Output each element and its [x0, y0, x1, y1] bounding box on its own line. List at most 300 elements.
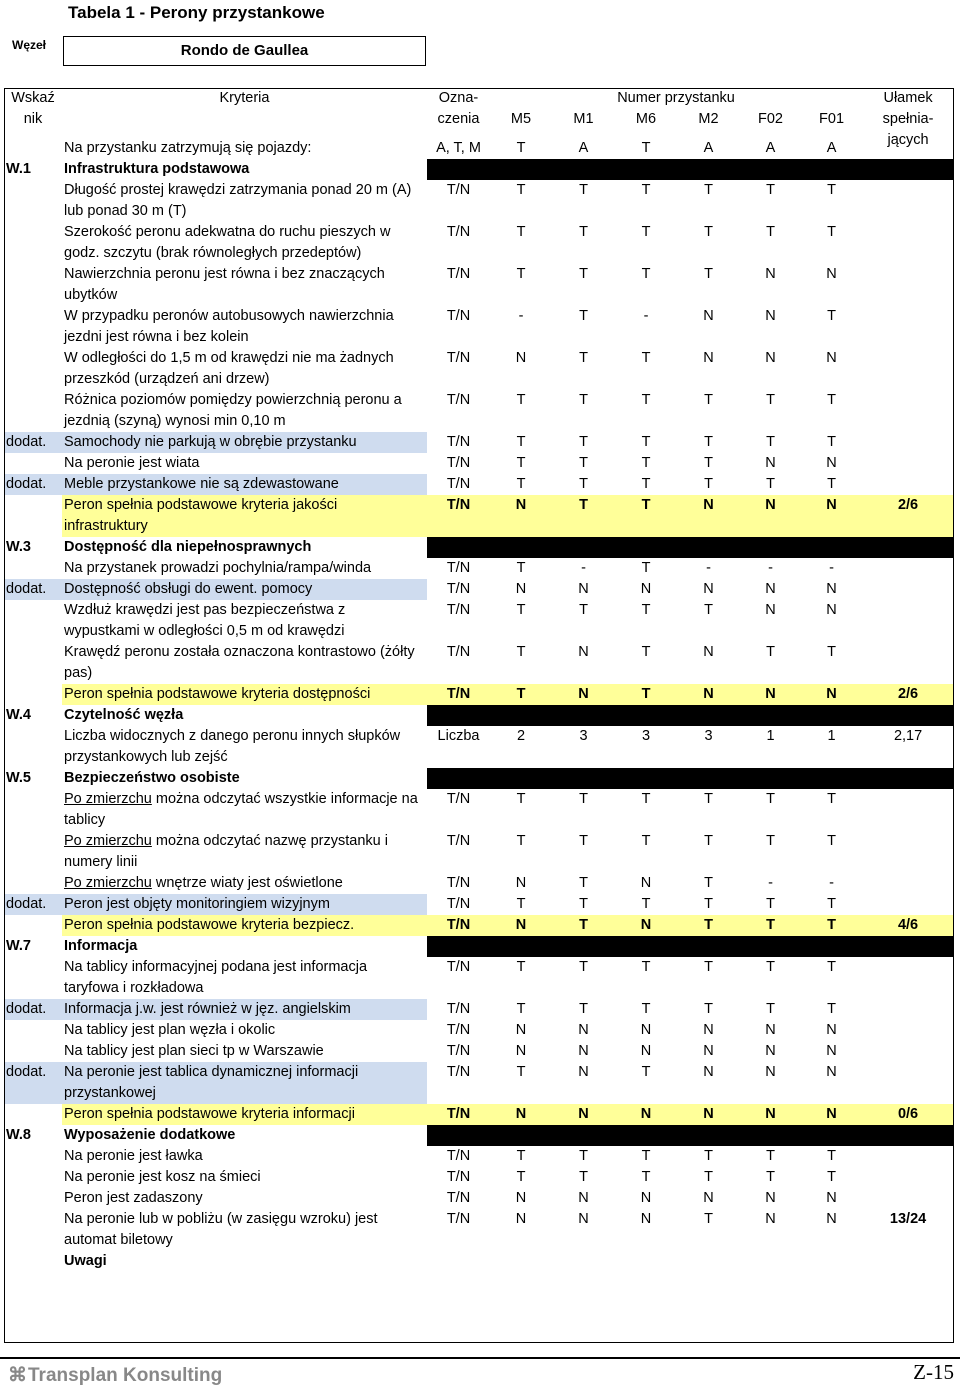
table-row: [4, 642, 954, 684]
fraction-value: [862, 306, 954, 348]
stop-value: T: [766, 476, 775, 492]
stop-value: N: [677, 495, 740, 537]
stop-value: T: [827, 476, 836, 492]
stop-value: -: [518, 308, 524, 324]
stop-value: T: [641, 182, 651, 198]
footer-brand-text: Transplan Konsulting: [28, 1365, 223, 1386]
row-indicator: dodat.: [4, 999, 62, 1020]
summary-criterion: Peron spełnia podstawowe kryteria informacji: [62, 1104, 427, 1125]
stop-value: -: [706, 560, 711, 576]
stop-value: N: [826, 602, 837, 618]
stop-value: T: [579, 875, 588, 891]
stop-value: N: [703, 1043, 714, 1059]
stop-value: T: [641, 266, 651, 282]
stop-value: N: [826, 1064, 837, 1080]
stop-value: T: [490, 684, 552, 705]
table-row: [4, 726, 954, 768]
row-indicator: [4, 222, 62, 264]
summary-row: [4, 495, 954, 537]
table-row: [4, 348, 954, 390]
summary-row: [4, 684, 954, 705]
stop-value: T: [766, 1148, 775, 1164]
table-row: [4, 264, 954, 306]
fraction-value: [862, 894, 954, 915]
fraction-value: [862, 957, 954, 999]
stop-value: 3: [641, 728, 651, 744]
fraction-value: [862, 474, 954, 495]
page-title: Tabela 1 - Perony przystankowe: [68, 3, 325, 22]
row-indicator: [4, 915, 62, 936]
stop-value: T: [766, 1001, 775, 1017]
designation: T/N: [427, 684, 490, 705]
designation: T/N: [446, 1148, 471, 1164]
stop-value: T: [827, 1001, 836, 1017]
stop-value: T: [827, 1148, 836, 1164]
stop-value: N: [490, 1104, 552, 1125]
criterion-text: Na peronie jest wiata: [64, 455, 200, 471]
fraction-value: 0/6: [862, 1104, 954, 1125]
row-indicator: W.4: [6, 707, 31, 723]
fraction-value: [862, 999, 954, 1020]
stop-value: -: [581, 560, 586, 576]
stop-value: T: [704, 602, 713, 618]
table-row: [4, 1167, 954, 1188]
table-row: [4, 432, 954, 453]
fraction-value: [862, 558, 954, 579]
summary-row: [4, 1104, 954, 1125]
designation: Liczba: [437, 728, 480, 744]
header-fraction: Ułamek spełnia- jących: [882, 90, 934, 148]
table-row: [4, 1146, 954, 1167]
stop-value: T: [740, 915, 801, 936]
criterion-text: Informacja j.w. jest również w jęz. angielskim: [62, 999, 427, 1020]
stop-value: N: [640, 1022, 652, 1038]
fraction-value: [862, 180, 954, 222]
criterion-text: Na peronie jest tablica dynamicznej informacji przystankowej: [62, 1062, 427, 1104]
row-indicator: [4, 306, 62, 348]
stop-value: T: [615, 684, 677, 705]
stop-value: -: [643, 308, 649, 324]
stop-value: N: [740, 495, 801, 537]
criterion-text: Na tablicy informacyjnej podana jest informacja taryfowa i rozkładowa: [64, 959, 368, 996]
designation: T/N: [446, 1001, 471, 1017]
stop-value: N: [765, 308, 776, 324]
stop-value: T: [641, 560, 651, 576]
designation: T/N: [446, 602, 471, 618]
stop-value: N: [703, 581, 714, 597]
stop-value: T: [579, 308, 588, 324]
row-indicator: [4, 1209, 62, 1251]
designation: T/N: [446, 560, 471, 576]
criterion-text: Długość prostej krawędzi zatrzymania ponad 20 m (A) lub ponad 30 m (T): [64, 182, 412, 219]
stop-value: T: [766, 182, 775, 198]
stop-value: T: [641, 350, 651, 366]
fraction-value: [862, 873, 954, 894]
table-row: [4, 831, 954, 873]
stop-value: T: [766, 791, 775, 807]
section-title: Infrastruktura podstawowa: [64, 161, 250, 177]
row-indicator: [4, 348, 62, 390]
stop-value: T: [704, 959, 713, 975]
designation: T/N: [446, 1022, 471, 1038]
table-row: [4, 1062, 954, 1104]
criterion-text: Peron jest zadaszony: [64, 1190, 203, 1206]
stop-value: N: [703, 1022, 714, 1038]
fraction-value: 2/6: [862, 684, 954, 705]
criterion-text: Dostępność obsługi do ewent. pomocy: [62, 579, 427, 600]
header-stops-label: Numer przystanku: [617, 90, 735, 106]
row-indicator: [4, 1188, 62, 1209]
table-row: [4, 222, 954, 264]
stop-value: T: [641, 791, 651, 807]
row-indicator: [4, 1041, 62, 1062]
vehicle-type: A: [765, 140, 776, 156]
fraction-value: [862, 390, 954, 432]
row-indicator: [4, 600, 62, 642]
stop-value: T: [516, 1001, 526, 1017]
section-bar: [427, 1125, 954, 1146]
stop-value: T: [516, 455, 526, 471]
stop-value: T: [704, 434, 713, 450]
designation: T/N: [446, 1169, 471, 1185]
stop-value: T: [704, 875, 713, 891]
fraction-value: 4/6: [862, 915, 954, 936]
stop-value: T: [766, 833, 775, 849]
vehicle-type: T: [516, 140, 526, 156]
stop-value: N: [826, 581, 837, 597]
stop-value: T: [516, 224, 526, 240]
fraction-value: [862, 579, 954, 600]
stop-value: N: [578, 1211, 589, 1227]
stop-value: T: [579, 455, 588, 471]
stop-value: N: [640, 581, 652, 597]
designation: T/N: [446, 476, 471, 492]
stop-value: T: [641, 1001, 651, 1017]
stop-value: T: [827, 1169, 836, 1185]
stop-value: T: [766, 644, 775, 660]
stop-value: T: [579, 434, 588, 450]
row-indicator: dodat.: [4, 579, 62, 600]
row-indicator: W.1: [6, 161, 31, 177]
row-indicator: W.7: [6, 938, 31, 954]
stop-value: T: [827, 833, 836, 849]
stop-value: N: [515, 1043, 527, 1059]
table-row: [4, 1020, 954, 1041]
stop-header: M5: [510, 111, 532, 127]
summary-row: [4, 915, 954, 936]
stop-value: T: [641, 455, 651, 471]
stop-value: T: [827, 959, 836, 975]
designation: T/N: [446, 224, 471, 240]
criterion-text: Na tablicy jest plan węzła i okolic: [64, 1022, 276, 1038]
designation: T/N: [446, 791, 471, 807]
designation: T/N: [446, 833, 471, 849]
row-indicator: [4, 453, 62, 474]
stop-value: T: [516, 1169, 526, 1185]
designation: T/N: [446, 308, 471, 324]
criterion-text: Meble przystankowe nie są zdewastowane: [62, 474, 427, 495]
criterion-text: W odległości do 1,5 m od krawędzi nie ma żadnych przeszkód (urządzeń ani drzew): [64, 350, 394, 387]
row-indicator: [4, 1104, 62, 1125]
stop-value: N: [578, 644, 589, 660]
stop-value: N: [552, 1104, 615, 1125]
stop-value: N: [765, 1190, 776, 1206]
criterion-rest: można odczytać wszystkie informacje na tablicy: [64, 791, 418, 828]
fraction-value: [862, 1188, 954, 1209]
table-row: [4, 1041, 954, 1062]
criterion-text: [62, 831, 427, 873]
header-indicator: Wskaź nik: [11, 90, 55, 127]
row-indicator: [4, 264, 62, 306]
designation: T/N: [446, 1064, 471, 1080]
summary-criterion: Peron spełnia podstawowe kryteria dostępności: [62, 684, 427, 705]
stop-value: T: [766, 1169, 775, 1185]
vehicle-type: A: [826, 140, 837, 156]
criterion-text: Na peronie jest ławka: [64, 1148, 203, 1164]
stop-value: N: [703, 644, 714, 660]
stop-value: T: [641, 644, 651, 660]
stop-value: T: [615, 495, 677, 537]
stop-value: N: [765, 455, 776, 471]
stop-value: T: [579, 959, 588, 975]
row-indicator: [4, 789, 62, 831]
fraction-value: [862, 1062, 954, 1104]
section-title: Wyposażenie dodatkowe: [64, 1127, 236, 1143]
section-title: Czytelność węzła: [64, 707, 184, 723]
stop-value: N: [578, 1022, 589, 1038]
stop-value: T: [516, 959, 526, 975]
row-indicator: dodat.: [4, 1062, 62, 1104]
stop-value: T: [641, 1169, 651, 1185]
criterion-text: W przypadku peronów autobusowych nawierzchnia jezdni jest równa i bez kolein: [64, 308, 394, 345]
stop-value: T: [641, 434, 651, 450]
table-row: [4, 873, 954, 894]
section-row: [4, 705, 954, 726]
stop-value: N: [640, 1211, 652, 1227]
designation: T/N: [446, 392, 471, 408]
row-indicator: [4, 558, 62, 579]
footer-brand: [8, 1364, 222, 1387]
stop-value: N: [677, 1104, 740, 1125]
row-indicator: [4, 390, 62, 432]
stop-value: N: [740, 684, 801, 705]
criterion-text: Samochody nie parkują w obrębie przystanku: [62, 432, 427, 453]
stop-value: T: [766, 392, 775, 408]
row-indicator: [4, 1167, 62, 1188]
section-bar: [427, 705, 954, 726]
stop-value: T: [704, 896, 713, 912]
stop-value: -: [768, 875, 773, 891]
criterion-text: Szerokość peronu adekwatna do ruchu pieszych w godz. szczytu (brak równoległych przedeptów): [64, 224, 391, 261]
stop-value: N: [801, 495, 862, 537]
stop-value: 2: [516, 728, 526, 744]
stop-value: N: [490, 915, 552, 936]
row-indicator: [4, 684, 62, 705]
stop-value: N: [826, 455, 837, 471]
stop-value: T: [579, 791, 588, 807]
stop-value: N: [515, 581, 527, 597]
criterion-text: [62, 873, 427, 894]
stop-value: T: [579, 350, 588, 366]
stop-value: T: [579, 266, 588, 282]
stop-value: T: [677, 915, 740, 936]
row-indicator: [4, 1020, 62, 1041]
stop-value: N: [765, 602, 776, 618]
designation: T/N: [446, 350, 471, 366]
fraction-value: [862, 222, 954, 264]
stop-value: N: [515, 350, 527, 366]
stop-value: T: [704, 476, 713, 492]
stop-value: T: [579, 224, 588, 240]
designation: T/N: [446, 896, 471, 912]
stop-value: T: [579, 833, 588, 849]
stop-header: F02: [758, 111, 783, 127]
section-title: Informacja: [64, 938, 138, 954]
vehicles-designation: A, T, M: [436, 140, 481, 156]
stop-value: T: [641, 392, 651, 408]
criterion-rest: wnętrze wiaty jest oświetlone: [151, 875, 343, 891]
designation: T/N: [446, 455, 471, 471]
section-bar: [427, 768, 954, 789]
header-row-3: [4, 130, 954, 159]
row-indicator: [4, 726, 62, 768]
row-indicator: [4, 831, 62, 873]
stop-value: N: [578, 1064, 589, 1080]
stop-value: T: [704, 791, 713, 807]
stop-value: T: [516, 644, 526, 660]
page-number: Z-15: [913, 1360, 954, 1384]
table-row: [4, 600, 954, 642]
section-bar: [427, 159, 954, 180]
platforms-table: [4, 88, 954, 1272]
stop-value: T: [552, 495, 615, 537]
stop-value: T: [766, 896, 775, 912]
stop-value: T: [516, 182, 526, 198]
stop-value: T: [704, 392, 713, 408]
table-row: [4, 1209, 954, 1251]
stop-value: T: [516, 434, 526, 450]
fraction-value: [862, 831, 954, 873]
designation: T/N: [446, 1043, 471, 1059]
stop-value: T: [827, 644, 836, 660]
stop-value: N: [801, 1104, 862, 1125]
stop-value: T: [704, 833, 713, 849]
stop-value: N: [801, 684, 862, 705]
vehicle-type: A: [578, 140, 589, 156]
fraction-value: [862, 453, 954, 474]
table-row: [4, 180, 954, 222]
stop-value: N: [640, 1190, 652, 1206]
header-designation: Ozna- czenia: [437, 90, 480, 127]
stop-value: N: [703, 1064, 714, 1080]
row-indicator: dodat.: [4, 894, 62, 915]
criterion-text: Na peronie lub w pobliżu (w zasięgu wzroku) jest automat biletowy: [64, 1211, 378, 1248]
row-indicator: [4, 642, 62, 684]
vehicle-type: T: [641, 140, 651, 156]
stop-header: M6: [635, 111, 657, 127]
stop-value: T: [579, 392, 588, 408]
stop-value: T: [704, 1211, 713, 1227]
stop-value: N: [765, 581, 776, 597]
stop-value: T: [516, 560, 526, 576]
criterion-underlined: Po zmierzchu: [64, 791, 152, 807]
stop-value: T: [641, 224, 651, 240]
row-indicator: dodat.: [4, 432, 62, 453]
stop-value: N: [740, 1104, 801, 1125]
designation: T/N: [446, 581, 471, 597]
stop-value: N: [765, 266, 776, 282]
table-row: [4, 999, 954, 1020]
row-indicator: [4, 957, 62, 999]
stop-value: T: [516, 266, 526, 282]
stop-header: M1: [573, 111, 594, 127]
row-indicator: [4, 1146, 62, 1167]
node-value: Rondo de Gaullea: [63, 36, 426, 66]
stop-value: T: [641, 1064, 651, 1080]
stop-value: N: [578, 581, 589, 597]
criterion-underlined: Po zmierzchu: [64, 875, 152, 891]
stop-value: T: [516, 791, 526, 807]
notes-row: [4, 1251, 954, 1272]
stop-value: T: [801, 915, 862, 936]
stop-value: -: [829, 560, 834, 576]
criterion-text: Na peronie jest kosz na śmieci: [64, 1169, 261, 1185]
stop-value: N: [765, 1043, 776, 1059]
section-title: Dostępność dla niepełnosprawnych: [64, 539, 312, 555]
stop-value: N: [826, 350, 837, 366]
designation: T/N: [446, 959, 471, 975]
stop-value: 3: [704, 728, 713, 744]
fraction-value: [862, 1041, 954, 1062]
section-row: [4, 537, 954, 558]
criterion-text: Peron jest objęty monitoringiem wizyjnym: [62, 894, 427, 915]
stop-value: N: [640, 1043, 652, 1059]
stop-value: T: [704, 1001, 713, 1017]
node-label: Węzeł: [12, 38, 47, 52]
stop-value: T: [766, 959, 775, 975]
stop-value: T: [704, 224, 713, 240]
stop-value: N: [677, 684, 740, 705]
criterion-text: Różnica poziomów pomiędzy powierzchnią peronu a jezdnią (szyną) wynosi min 0,10 m: [64, 392, 402, 429]
stop-value: N: [552, 684, 615, 705]
designation: T/N: [446, 434, 471, 450]
table-row: [4, 1188, 954, 1209]
stop-value: T: [552, 915, 615, 936]
stop-value: T: [641, 959, 651, 975]
row-indicator: W.3: [6, 539, 31, 555]
stop-value: N: [515, 1190, 527, 1206]
stop-value: T: [704, 1148, 713, 1164]
stop-value: T: [579, 1148, 588, 1164]
stop-value: N: [615, 1104, 677, 1125]
criterion-text: Krawędź peronu została oznaczona kontrastowo (żółty pas): [64, 644, 415, 681]
stop-header: M2: [698, 111, 719, 127]
stop-value: N: [765, 1022, 776, 1038]
table-row: [4, 306, 954, 348]
stop-value: T: [516, 833, 526, 849]
stop-value: T: [827, 896, 836, 912]
row-indicator: dodat.: [4, 474, 62, 495]
stop-value: T: [579, 1169, 588, 1185]
section-title: Bezpieczeństwo osobiste: [64, 770, 240, 786]
fraction-value: [862, 642, 954, 684]
stop-value: 1: [827, 728, 836, 744]
stop-value: T: [641, 896, 651, 912]
table-row: [4, 894, 954, 915]
criterion-text: Na przystanek prowadzi pochylnia/rampa/winda: [64, 560, 372, 576]
stop-value: T: [516, 1064, 526, 1080]
section-row: [4, 936, 954, 957]
